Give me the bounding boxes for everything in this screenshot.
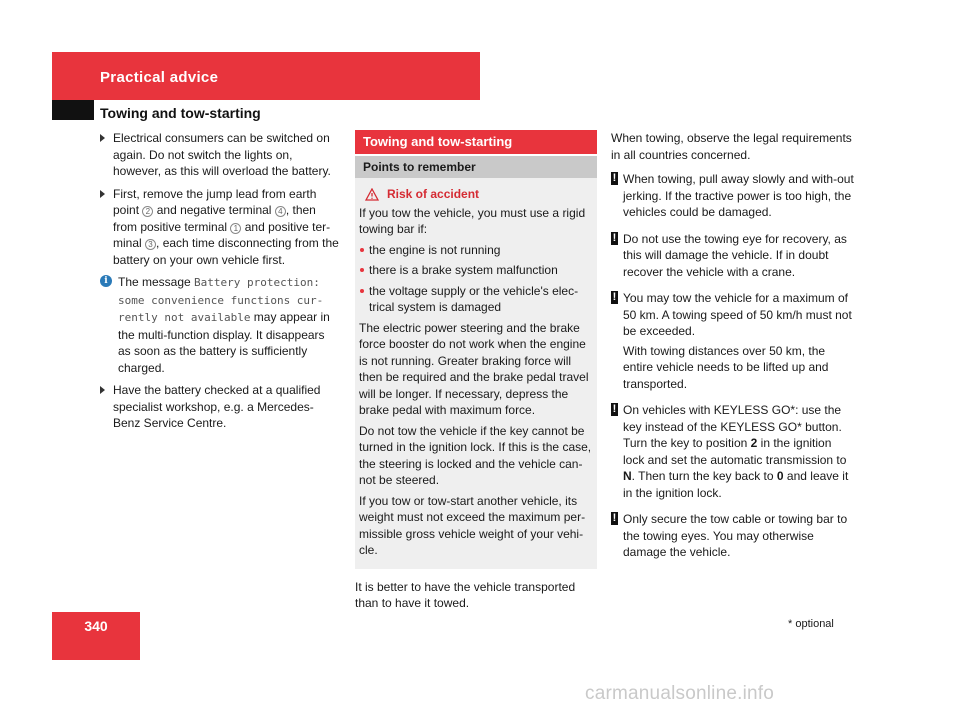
caution-note: ! Do not use the towing eye for recovery, as this will damage the vehicle. If in doubt recover the vehicle with a crane. bbox=[612, 231, 847, 279]
caution-icon: ! bbox=[612, 231, 617, 244]
caution-note: ! You may tow the vehicle for a maximum of 50 km. A towing speed of 50 km/h must not be exceeded. With towing distances over 50 km, the entire vehicle needs to be lifted up and transported. bbox=[612, 291, 852, 391]
column-left bbox=[100, 130, 340, 438]
instruction-step: First, remove the jump lead from earth point 2 and negative terminal 4 , then from positive terminal 1 and positive ter-minal 3 , each time disconnecting from the battery on your own vehicle first. bbox=[100, 186, 340, 269]
caution-icon: ! bbox=[612, 291, 617, 303]
bullet-icon bbox=[360, 248, 364, 252]
caution-note: ! When towing, pull away slowly and with-out jerking. If the tractive power is too high, the vehicles could be damaged. bbox=[612, 172, 854, 219]
info-icon: i bbox=[100, 275, 112, 287]
instruction-step: Have the battery checked at a qualified specialist workshop, e.g. a Mercedes-Benz Service Centre. bbox=[100, 382, 340, 432]
caution-icon: ! bbox=[612, 403, 617, 415]
watermark: carmanualsonline.info bbox=[585, 683, 775, 704]
paragraph: Do not tow the vehicle if the key cannot be turned in the ignition lock. If this is the case, the steering is locked and the vehicle can-not be steered. bbox=[359, 423, 592, 487]
callout-number: 1 bbox=[230, 223, 241, 234]
page-number: 340 bbox=[84, 618, 108, 634]
header-black-tab bbox=[52, 100, 94, 120]
gear-position: N bbox=[623, 469, 632, 483]
list-item: the voltage supply or the vehicle's elec-trical system is damaged bbox=[359, 283, 593, 316]
footnote: * optional bbox=[788, 618, 834, 630]
list-item: the engine is not running bbox=[359, 242, 593, 259]
display-message: Battery protection: some convenience functions cur-rently not available bbox=[118, 276, 324, 324]
paragraph: It is better to have the vehicle transported than to have it towed. bbox=[355, 579, 576, 610]
bullet-icon bbox=[360, 268, 364, 272]
caution-icon: ! bbox=[612, 172, 617, 184]
box-heading: Points to remember bbox=[355, 156, 597, 178]
paragraph: The electric power steering and the brake force booster do not work when the engine is not running. Greater braking force will then be required and the brake pedal travel will be longer. If necessary, depress the brake pedal with maximum force. bbox=[359, 320, 589, 417]
callout-number: 2 bbox=[142, 206, 153, 217]
arrow-icon bbox=[100, 134, 105, 142]
warning-heading: Risk of accident bbox=[365, 186, 593, 203]
column-right bbox=[611, 130, 856, 571]
page-title: Towing and tow-starting bbox=[100, 105, 261, 121]
paragraph: When towing, observe the legal requirements in all countries concerned. bbox=[611, 131, 852, 162]
section-heading: Towing and tow-starting bbox=[355, 130, 597, 154]
column-middle bbox=[355, 130, 597, 612]
callout-number: 3 bbox=[145, 239, 156, 250]
points-to-remember-box bbox=[355, 156, 597, 569]
paragraph: If you tow or tow-start another vehicle, its weight must not exceed the maximum per-missible gross vehicle weight of your vehi-cle. bbox=[359, 493, 586, 557]
caution-icon: ! bbox=[612, 512, 617, 524]
section-title: Practical advice bbox=[100, 69, 219, 86]
list-item: there is a brake system malfunction bbox=[359, 262, 593, 279]
caution-note: ! On vehicles with KEYLESS GO*: use the key instead of the KEYLESS GO* button. Turn the key to position 2 in the ignition lock and set the automatic transmission to N. Then turn the key back to 0 and leave it in the ignition lock. bbox=[612, 403, 849, 500]
arrow-icon bbox=[100, 386, 105, 394]
instruction-step: Electrical consumers can be switched on again. Do not switch the lights on, however, as this will overload the battery. bbox=[100, 130, 340, 180]
caution-note: ! Only secure the tow cable or towing bar to the towing eyes. You may otherwise damage the vehicle. bbox=[612, 512, 848, 559]
paragraph: If you tow the vehicle, you must use a rigid towing bar if: bbox=[359, 205, 586, 236]
key-position: 0 bbox=[776, 469, 784, 483]
arrow-icon bbox=[100, 190, 105, 198]
box-body bbox=[355, 178, 597, 559]
bullet-icon bbox=[360, 289, 364, 293]
warning-triangle-icon bbox=[365, 188, 379, 201]
info-note: i The message Battery protection: some convenience functions cur-rently not available may appear in the multi-function display. It disappears as soon as the battery is sufficiently charged. bbox=[100, 274, 340, 376]
key-position: 2 bbox=[750, 436, 758, 450]
callout-number: 4 bbox=[275, 206, 286, 217]
